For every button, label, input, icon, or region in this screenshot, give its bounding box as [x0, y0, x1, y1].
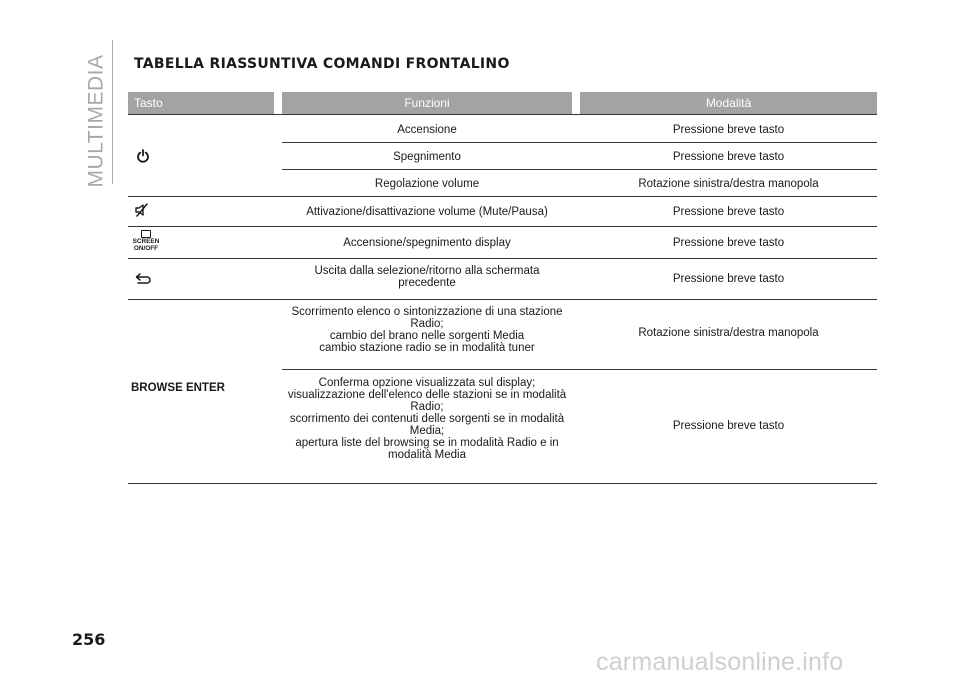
header-tasto: Tasto [128, 92, 274, 114]
table-rule [282, 169, 877, 170]
browse-row1-modalita: Rotazione sinistra/destra manopola [638, 327, 819, 339]
screen-icon-line2: ON/OFF [133, 244, 159, 252]
browse-row1-funzione [282, 306, 572, 354]
page-title: TABELLA RIASSUNTIVA COMANDI FRONTALINO [134, 56, 510, 72]
row-modalita: Pressione breve tasto [672, 124, 785, 136]
row-funzione: Accensione [397, 124, 457, 136]
section-tab [84, 54, 108, 188]
row-funzione-line: Uscita dalla selezione/ritorno alla schermata [314, 265, 540, 277]
funzione-line: Radio; [410, 401, 444, 413]
funzione-line: Conferma opzione visualizzata sul display; [318, 377, 536, 389]
row-funzione: Spegnimento [393, 151, 461, 163]
table-rule [128, 258, 877, 259]
funzione-line: visualizzazione dell'elenco delle stazioni se in modalità [287, 389, 567, 401]
row-funzione: Attivazione/disattivazione volume (Mute/Pausa) [306, 206, 548, 218]
table-rule [128, 226, 877, 227]
screen-onoff-icon [130, 230, 162, 252]
browse-row2-modalita: Pressione breve tasto [672, 420, 785, 432]
back-arrow-icon [134, 272, 152, 284]
table-rule [128, 114, 877, 115]
funzione-line: cambio del brano nelle sorgenti Media [329, 330, 525, 342]
funzione-line: apertura liste del browsing se in modalità Radio e in [295, 437, 559, 449]
row-modalita: Rotazione sinistra/destra manopola [638, 178, 819, 190]
table-rule [282, 142, 877, 143]
screen-box [141, 230, 151, 238]
table-rule [128, 196, 877, 197]
funzione-line: modalità Media [388, 449, 466, 461]
row-modalita: Pressione breve tasto [672, 237, 785, 249]
browse-enter-label: BROWSE ENTER [131, 382, 225, 394]
row-modalita: Pressione breve tasto [672, 151, 785, 163]
funzione-line: Media; [409, 425, 445, 437]
funzione-line: cambio stazione radio se in modalità tuner [319, 342, 535, 354]
mute-icon [134, 203, 150, 217]
row-funzione: Accensione/spegnimento display [343, 237, 511, 249]
row-modalita: Pressione breve tasto [672, 206, 785, 218]
screen-icon-label [130, 239, 162, 253]
funzione-line: Radio; [410, 318, 444, 330]
table-rule [128, 299, 877, 300]
section-divider [112, 40, 113, 184]
watermark: carmanualsonline.info [596, 648, 844, 676]
browse-row2-funzione [282, 377, 572, 461]
page-number: 256 [72, 630, 106, 649]
power-icon [136, 149, 150, 163]
header-modalita: Modalità [580, 92, 877, 114]
row-modalita: Pressione breve tasto [672, 273, 785, 285]
table-rule [128, 483, 877, 484]
funzione-line: scorrimento dei contenuti delle sorgenti se in modalità [289, 413, 565, 425]
row-funzione [282, 265, 572, 289]
section-tab-label: MULTIMEDIA [84, 54, 108, 188]
funzione-line: Scorrimento elenco o sintonizzazione di una stazione [291, 306, 563, 318]
table-rule [282, 369, 877, 370]
screen-icon-line1: SCREEN [132, 238, 160, 245]
row-funzione: Regolazione volume [374, 178, 480, 190]
header-funzioni: Funzioni [282, 92, 572, 114]
row-funzione-line: precedente [398, 277, 456, 289]
